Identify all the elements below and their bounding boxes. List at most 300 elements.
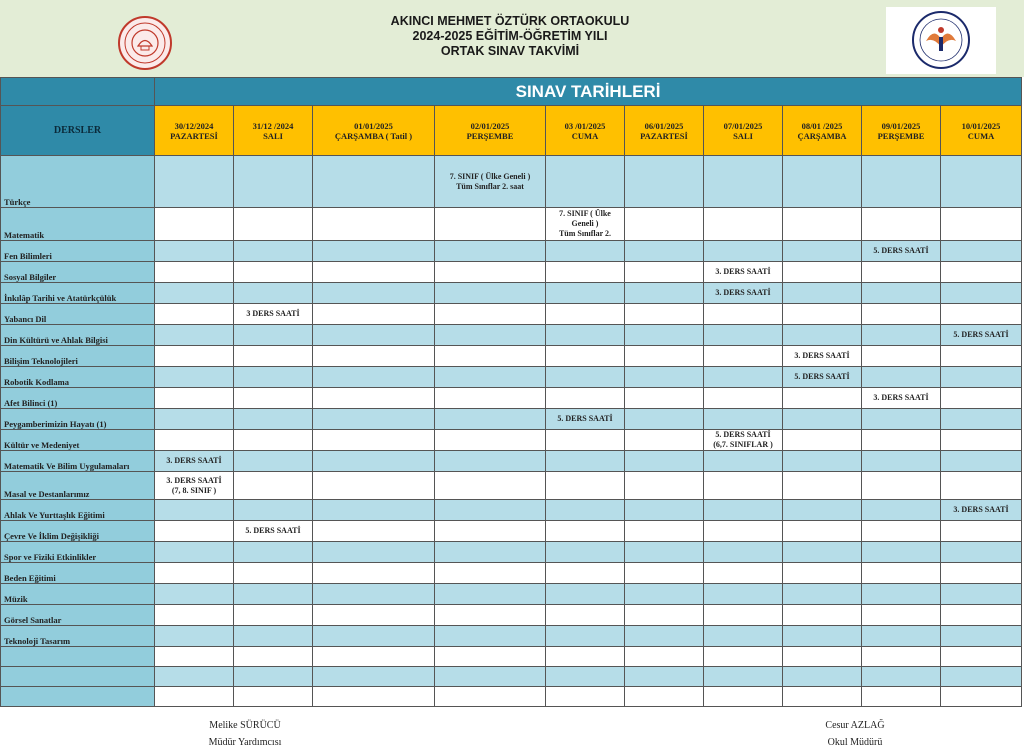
exam-cell bbox=[155, 563, 234, 584]
exam-cell bbox=[783, 325, 862, 346]
exam-cell bbox=[155, 542, 234, 563]
exam-cell bbox=[155, 430, 234, 451]
exam-cell bbox=[313, 388, 435, 409]
exam-cell bbox=[704, 500, 783, 521]
exam-cell: 3. DERS SAATİ bbox=[783, 346, 862, 367]
exam-cell bbox=[704, 647, 783, 667]
exam-cell bbox=[783, 687, 862, 707]
subject-name bbox=[1, 647, 155, 667]
day-header bbox=[862, 106, 941, 156]
exam-cell bbox=[783, 430, 862, 451]
exam-cell bbox=[435, 262, 546, 283]
day-header bbox=[625, 106, 704, 156]
exam-cell bbox=[704, 626, 783, 647]
exam-cell bbox=[625, 346, 704, 367]
exam-cell bbox=[783, 542, 862, 563]
exam-cell bbox=[234, 584, 313, 605]
exam-cell bbox=[941, 667, 1022, 687]
exam-cell bbox=[313, 283, 435, 304]
table-row bbox=[1, 542, 1022, 563]
exam-cell bbox=[234, 208, 313, 241]
exam-cell bbox=[546, 563, 625, 584]
exam-cell bbox=[941, 605, 1022, 626]
exam-cell bbox=[941, 367, 1022, 388]
right-signer-title: Okul Müdürü bbox=[827, 737, 883, 748]
exam-cell bbox=[704, 325, 783, 346]
header-titles bbox=[330, 14, 690, 59]
exam-cell bbox=[155, 687, 234, 707]
table-row bbox=[1, 367, 1022, 388]
exam-cell bbox=[435, 208, 546, 241]
exam-cell bbox=[783, 156, 862, 208]
subject-name bbox=[1, 667, 155, 687]
exam-cell bbox=[704, 156, 783, 208]
exam-cell bbox=[941, 687, 1022, 707]
exam-cell bbox=[234, 451, 313, 472]
exam-cell bbox=[783, 605, 862, 626]
exam-cell bbox=[435, 451, 546, 472]
exam-cell bbox=[625, 563, 704, 584]
subject-name: Bilişim Teknolojileri bbox=[1, 346, 155, 367]
subject-name: Teknoloji Tasarım bbox=[1, 626, 155, 647]
exam-cell bbox=[546, 687, 625, 707]
table-row bbox=[1, 430, 1022, 451]
exam-cell bbox=[546, 521, 625, 542]
exam-cell bbox=[155, 346, 234, 367]
exam-cell bbox=[234, 346, 313, 367]
table-row bbox=[1, 325, 1022, 346]
exam-cell bbox=[435, 367, 546, 388]
exam-cell bbox=[435, 388, 546, 409]
day-header bbox=[546, 106, 625, 156]
day-date: 09/01/2025 bbox=[881, 120, 921, 131]
exam-cell bbox=[234, 687, 313, 707]
exam-cell bbox=[546, 472, 625, 500]
exam-cell bbox=[313, 367, 435, 388]
exam-cell bbox=[783, 500, 862, 521]
exam-cell bbox=[941, 584, 1022, 605]
exam-cell bbox=[625, 283, 704, 304]
exam-cell bbox=[234, 647, 313, 667]
exam-cell bbox=[234, 241, 313, 262]
exam-cell bbox=[546, 605, 625, 626]
exam-cell bbox=[155, 409, 234, 430]
exam-cell bbox=[155, 156, 234, 208]
exam-cell bbox=[313, 563, 435, 584]
table-title: SINAV TARİHLERİ bbox=[155, 78, 1022, 106]
day-date: 01/01/2025 bbox=[354, 120, 393, 131]
exam-cell bbox=[783, 304, 862, 325]
day-date: 31/12 /2024 bbox=[252, 120, 294, 131]
exam-cell bbox=[313, 304, 435, 325]
exam-cell bbox=[862, 283, 941, 304]
subject-name bbox=[1, 687, 155, 707]
exam-cell bbox=[862, 647, 941, 667]
day-header bbox=[155, 106, 234, 156]
exam-cell bbox=[704, 667, 783, 687]
exam-cell bbox=[313, 626, 435, 647]
exam-cell bbox=[234, 388, 313, 409]
table-row bbox=[1, 156, 1022, 208]
exam-cell bbox=[862, 500, 941, 521]
exam-cell bbox=[862, 409, 941, 430]
day-weekday: PAZARTESİ bbox=[640, 130, 688, 141]
table-row bbox=[1, 262, 1022, 283]
calendar-title: ORTAK SINAV TAKVİMİ bbox=[440, 44, 580, 58]
exam-cell bbox=[234, 472, 313, 500]
subject-name: Görsel Sanatlar bbox=[1, 605, 155, 626]
exam-cell bbox=[155, 262, 234, 283]
left-signature bbox=[170, 720, 320, 748]
exam-cell bbox=[704, 563, 783, 584]
subject-column-header: DERSLER bbox=[1, 106, 155, 156]
exam-cell bbox=[862, 346, 941, 367]
exam-cell bbox=[435, 346, 546, 367]
day-header bbox=[435, 106, 546, 156]
exam-cell bbox=[313, 521, 435, 542]
exam-cell bbox=[625, 241, 704, 262]
exam-cell bbox=[155, 521, 234, 542]
table-row bbox=[1, 451, 1022, 472]
exam-cell bbox=[941, 472, 1022, 500]
exam-cell bbox=[435, 409, 546, 430]
exam-cell: 3. DERS SAATİ bbox=[862, 388, 941, 409]
academic-year: 2024-2025 EĞİTİM-ÖĞRETİM YILI bbox=[412, 29, 608, 43]
exam-cell bbox=[783, 283, 862, 304]
exam-cell: 3. DERS SAATİ (7, 8. SINIF ) bbox=[155, 472, 234, 500]
exam-cell bbox=[941, 241, 1022, 262]
exam-cell bbox=[313, 346, 435, 367]
exam-cell bbox=[155, 208, 234, 241]
exam-cell bbox=[783, 472, 862, 500]
exam-cell bbox=[155, 500, 234, 521]
day-weekday: PERŞEMBE bbox=[877, 130, 925, 141]
left-signer-name: Melike SÜRÜCÜ bbox=[209, 720, 281, 731]
exam-cell: 5. DERS SAATİ bbox=[234, 521, 313, 542]
exam-cell bbox=[234, 283, 313, 304]
table-row bbox=[1, 241, 1022, 262]
day-header bbox=[783, 106, 862, 156]
exam-cell bbox=[625, 388, 704, 409]
exam-cell bbox=[704, 367, 783, 388]
table-row bbox=[1, 283, 1022, 304]
exam-cell bbox=[435, 542, 546, 563]
exam-cell bbox=[435, 687, 546, 707]
exam-cell bbox=[625, 325, 704, 346]
exam-cell bbox=[704, 584, 783, 605]
exam-cell: 5. DERS SAATİ bbox=[546, 409, 625, 430]
exam-cell bbox=[435, 605, 546, 626]
exam-cell bbox=[704, 304, 783, 325]
day-date: 03 /01/2025 bbox=[564, 120, 606, 131]
exam-cell bbox=[435, 584, 546, 605]
exam-cell bbox=[546, 451, 625, 472]
exam-cell bbox=[941, 388, 1022, 409]
exam-cell bbox=[783, 521, 862, 542]
day-date: 08/01 /2025 bbox=[801, 120, 843, 131]
exam-cell bbox=[862, 156, 941, 208]
exam-cell bbox=[625, 687, 704, 707]
subject-name: Sosyal Bilgiler bbox=[1, 262, 155, 283]
exam-cell bbox=[546, 241, 625, 262]
exam-cell bbox=[546, 346, 625, 367]
exam-cell bbox=[546, 367, 625, 388]
exam-cell bbox=[313, 262, 435, 283]
exam-cell: 3. DERS SAATİ bbox=[704, 283, 783, 304]
exam-cell bbox=[625, 667, 704, 687]
exam-cell bbox=[313, 500, 435, 521]
exam-cell bbox=[435, 521, 546, 542]
exam-cell bbox=[704, 451, 783, 472]
day-weekday: ÇARŞAMBA bbox=[797, 130, 847, 141]
ministry-seal-icon bbox=[100, 15, 190, 71]
exam-cell bbox=[862, 451, 941, 472]
exam-cell bbox=[862, 667, 941, 687]
exam-cell bbox=[234, 156, 313, 208]
left-signer-title: Müdür Yardımcısı bbox=[208, 737, 282, 748]
exam-cell bbox=[435, 667, 546, 687]
table-row bbox=[1, 304, 1022, 325]
exam-cell bbox=[783, 208, 862, 241]
exam-cell bbox=[862, 605, 941, 626]
exam-cell bbox=[625, 367, 704, 388]
exam-cell bbox=[704, 472, 783, 500]
exam-cell bbox=[862, 521, 941, 542]
exam-cell bbox=[234, 262, 313, 283]
subject-name: Türkçe bbox=[1, 156, 155, 208]
exam-cell bbox=[234, 542, 313, 563]
exam-cell bbox=[435, 304, 546, 325]
exam-cell bbox=[546, 542, 625, 563]
exam-cell bbox=[941, 409, 1022, 430]
subject-name: Kültür ve Medeniyet bbox=[1, 430, 155, 451]
exam-cell bbox=[862, 542, 941, 563]
exam-cell bbox=[313, 241, 435, 262]
school-name: AKINCI MEHMET ÖZTÜRK ORTAOKULU bbox=[390, 14, 630, 28]
exam-cell bbox=[313, 430, 435, 451]
table-row bbox=[1, 626, 1022, 647]
exam-cell bbox=[546, 430, 625, 451]
exam-cell bbox=[234, 367, 313, 388]
table-row bbox=[1, 584, 1022, 605]
exam-cell bbox=[155, 325, 234, 346]
subject-name: Robotik Kodlama bbox=[1, 367, 155, 388]
corner-blank-cell bbox=[1, 78, 155, 106]
exam-cell bbox=[941, 521, 1022, 542]
subject-name: İnkılâp Tarihi ve Atatürkçülük bbox=[1, 283, 155, 304]
exam-cell bbox=[862, 687, 941, 707]
exam-cell bbox=[155, 388, 234, 409]
school-logo-icon bbox=[886, 7, 996, 74]
exam-cell bbox=[313, 647, 435, 667]
exam-cell bbox=[783, 584, 862, 605]
exam-cell bbox=[862, 304, 941, 325]
exam-cell bbox=[704, 409, 783, 430]
exam-cell bbox=[313, 605, 435, 626]
exam-cell bbox=[313, 687, 435, 707]
exam-cell bbox=[546, 500, 625, 521]
exam-cell bbox=[941, 283, 1022, 304]
exam-cell bbox=[704, 521, 783, 542]
exam-cell bbox=[313, 584, 435, 605]
exam-cell bbox=[704, 346, 783, 367]
exam-cell bbox=[155, 667, 234, 687]
exam-cell bbox=[862, 208, 941, 241]
subject-name: Afet Bilinci (1) bbox=[1, 388, 155, 409]
exam-cell bbox=[625, 451, 704, 472]
table-row bbox=[1, 521, 1022, 542]
subject-name: Masal ve Destanlarımız bbox=[1, 472, 155, 500]
exam-cell bbox=[435, 647, 546, 667]
day-date: 07/01/2025 bbox=[723, 120, 763, 131]
exam-cell bbox=[546, 626, 625, 647]
exam-cell bbox=[704, 687, 783, 707]
exam-cell bbox=[704, 542, 783, 563]
exam-cell bbox=[783, 241, 862, 262]
exam-cell bbox=[313, 208, 435, 241]
exam-cell bbox=[625, 304, 704, 325]
exam-cell bbox=[435, 472, 546, 500]
exam-cell bbox=[941, 451, 1022, 472]
exam-cell: 3. DERS SAATİ bbox=[704, 262, 783, 283]
exam-cell bbox=[546, 388, 625, 409]
exam-cell bbox=[546, 304, 625, 325]
exam-cell bbox=[941, 262, 1022, 283]
day-weekday: CUMA bbox=[571, 130, 599, 141]
exam-cell bbox=[625, 430, 704, 451]
exam-cell bbox=[155, 241, 234, 262]
table-row bbox=[1, 500, 1022, 521]
exam-cell bbox=[783, 647, 862, 667]
exam-cell bbox=[941, 563, 1022, 584]
exam-cell bbox=[313, 667, 435, 687]
exam-cell bbox=[783, 626, 862, 647]
exam-cell bbox=[546, 584, 625, 605]
subject-name: Spor ve Fiziki Etkinlikler bbox=[1, 542, 155, 563]
exam-cell bbox=[941, 542, 1022, 563]
subject-name: Fen Bilimleri bbox=[1, 241, 155, 262]
right-signature bbox=[780, 720, 930, 748]
subject-name: Beden Eğitimi bbox=[1, 563, 155, 584]
exam-cell: 5. DERS SAATİ (6,7. SINIFLAR ) bbox=[704, 430, 783, 451]
exam-cell bbox=[234, 409, 313, 430]
exam-cell bbox=[704, 605, 783, 626]
exam-cell bbox=[941, 208, 1022, 241]
exam-cell bbox=[783, 563, 862, 584]
exam-cell bbox=[783, 388, 862, 409]
exam-cell: 3. DERS SAATİ bbox=[941, 500, 1022, 521]
exam-cell bbox=[941, 346, 1022, 367]
exam-cell bbox=[155, 584, 234, 605]
day-weekday: CUMA bbox=[967, 130, 995, 141]
day-header bbox=[704, 106, 783, 156]
day-header bbox=[941, 106, 1022, 156]
exam-cell bbox=[862, 430, 941, 451]
exam-cell bbox=[783, 262, 862, 283]
day-date: 02/01/2025 bbox=[470, 120, 510, 131]
table-row bbox=[1, 346, 1022, 367]
exam-schedule-table bbox=[0, 77, 1022, 707]
subject-name: Din Kültürü ve Ahlak Bilgisi bbox=[1, 325, 155, 346]
right-signer-name: Cesur AZLAĞ bbox=[825, 720, 885, 731]
exam-cell bbox=[313, 472, 435, 500]
exam-cell bbox=[546, 156, 625, 208]
exam-cell bbox=[435, 325, 546, 346]
exam-cell bbox=[435, 500, 546, 521]
exam-cell bbox=[155, 283, 234, 304]
day-weekday: PAZARTESİ bbox=[170, 130, 218, 141]
exam-cell bbox=[234, 605, 313, 626]
table-row bbox=[1, 605, 1022, 626]
day-weekday: SALI bbox=[733, 130, 753, 141]
table-row bbox=[1, 472, 1022, 500]
exam-cell bbox=[941, 156, 1022, 208]
exam-cell: 3. DERS SAATİ bbox=[155, 451, 234, 472]
exam-cell bbox=[435, 626, 546, 647]
exam-cell bbox=[704, 241, 783, 262]
subject-name: Peygamberimizin Hayatı (1) bbox=[1, 409, 155, 430]
exam-cell bbox=[435, 430, 546, 451]
exam-cell: 7. SINIF ( Ülke Geneli ) Tüm Sınıflar 2. bbox=[546, 208, 625, 241]
exam-cell bbox=[941, 430, 1022, 451]
table-row bbox=[1, 208, 1022, 241]
exam-cell bbox=[155, 647, 234, 667]
exam-cell bbox=[625, 605, 704, 626]
exam-cell bbox=[546, 325, 625, 346]
exam-cell bbox=[704, 388, 783, 409]
table-row bbox=[1, 647, 1022, 667]
exam-cell bbox=[546, 262, 625, 283]
exam-cell bbox=[704, 208, 783, 241]
exam-cell bbox=[313, 451, 435, 472]
day-weekday: SALI bbox=[263, 130, 283, 141]
exam-cell bbox=[941, 304, 1022, 325]
exam-cell bbox=[862, 262, 941, 283]
exam-cell bbox=[313, 156, 435, 208]
exam-cell: 5. DERS SAATİ bbox=[941, 325, 1022, 346]
table-row bbox=[1, 388, 1022, 409]
subject-name: Ahlak Ve Yurttaşlık Eğitimi bbox=[1, 500, 155, 521]
exam-cell bbox=[313, 325, 435, 346]
exam-cell bbox=[862, 367, 941, 388]
day-date: 30/12/2024 bbox=[174, 120, 214, 131]
exam-cell bbox=[862, 563, 941, 584]
subject-name: Matematik Ve Bilim Uygulamaları bbox=[1, 451, 155, 472]
exam-cell: 3 DERS SAATİ bbox=[234, 304, 313, 325]
exam-cell bbox=[435, 241, 546, 262]
exam-cell: 5. DERS SAATİ bbox=[783, 367, 862, 388]
exam-cell bbox=[783, 409, 862, 430]
exam-cell bbox=[862, 472, 941, 500]
exam-cell bbox=[546, 647, 625, 667]
table-row bbox=[1, 667, 1022, 687]
exam-cell bbox=[435, 283, 546, 304]
exam-cell bbox=[313, 409, 435, 430]
subject-name: Çevre Ve İklim Değişikliği bbox=[1, 521, 155, 542]
day-date: 06/01/2025 bbox=[644, 120, 684, 131]
table-row bbox=[1, 563, 1022, 584]
day-header bbox=[234, 106, 313, 156]
exam-cell bbox=[155, 367, 234, 388]
exam-cell bbox=[155, 304, 234, 325]
exam-cell bbox=[234, 626, 313, 647]
exam-cell bbox=[625, 626, 704, 647]
exam-cell bbox=[625, 262, 704, 283]
day-weekday: ÇARŞAMBA ( Tatil ) bbox=[334, 130, 413, 141]
exam-cell bbox=[783, 451, 862, 472]
day-header bbox=[313, 106, 435, 156]
exam-cell bbox=[625, 156, 704, 208]
